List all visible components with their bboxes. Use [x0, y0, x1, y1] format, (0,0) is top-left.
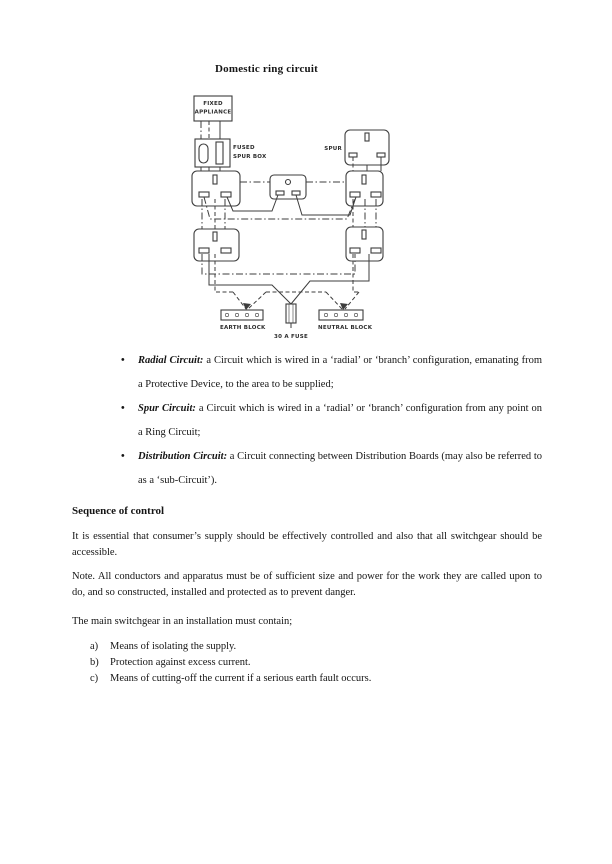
- spur-socket: [345, 130, 389, 165]
- definition-term: Distribution Circuit:: [138, 451, 228, 462]
- earth-block: [221, 310, 263, 320]
- document-title: Domestic ring circuit: [215, 63, 318, 75]
- switchgear-requirements-list: [90, 639, 542, 687]
- ring-circuit-diagram-svg: [187, 92, 392, 342]
- bullet-icon: •: [121, 355, 125, 366]
- list-item-text: Protection against excess current.: [110, 657, 251, 668]
- spur-box-capsule: [199, 144, 208, 163]
- definition-text: a Circuit connecting between Distribution Boards (may also be referred to as a ‘sub-Circuit’).: [138, 451, 543, 486]
- definition-item-radial: [121, 349, 542, 397]
- socket-outlet-row2-right: [346, 227, 383, 261]
- fixed-appliance-label-2: APPLIANCE: [194, 109, 232, 116]
- list-item: [90, 639, 542, 655]
- fixed-appliance-box: [194, 96, 232, 121]
- solid-wires: [209, 121, 381, 328]
- neutral-arrowhead: [340, 303, 348, 310]
- neutral-block: [319, 310, 363, 320]
- list-item: [90, 671, 542, 687]
- definition-term: Radial Circuit:: [138, 355, 204, 366]
- definition-text: a Circuit which is wired in a ‘radial’ or ‘branch’ configuration from any point on a Ring Circuit;: [138, 403, 542, 438]
- earth-block-label: EARTH BLOCK: [220, 325, 266, 331]
- fixed-appliance-label-1: FIXED: [203, 101, 223, 107]
- list-marker: a): [90, 641, 99, 652]
- ring-circuit-diagram: [187, 92, 392, 342]
- fused-spur-box: [195, 139, 230, 167]
- earth-arrowhead: [243, 303, 251, 310]
- spur-label: SPUR: [324, 146, 342, 152]
- fused-spur-label-2: SPUR BOX: [233, 154, 267, 160]
- definition-term: Spur Circuit:: [138, 403, 196, 414]
- bullet-icon: •: [121, 451, 125, 462]
- fuse-30a: [286, 304, 296, 323]
- paragraph-main-switchgear: The main switchgear in an installation must contain;: [72, 616, 293, 627]
- section-heading-sequence-of-control: Sequence of control: [72, 505, 165, 517]
- socket-outlet-row1-middle: [270, 175, 306, 199]
- spur-box-fuse: [216, 142, 223, 164]
- list-item: [90, 655, 542, 671]
- definition-item-distribution: [121, 445, 542, 493]
- list-item-text: Means of isolating the supply.: [110, 641, 237, 652]
- paragraph-note-conductors: Note. All conductors and apparatus must be of sufficient size and power for the work they are called upon to do, and so constructed, installed and protected as to prevent danger.: [72, 571, 542, 598]
- definition-item-spur: [121, 397, 542, 445]
- socket-outlet-row1-left: [192, 171, 240, 206]
- socket-outlet-row2-left: [194, 229, 239, 261]
- neutral-block-label: NEUTRAL BLOCK: [318, 325, 373, 331]
- definition-text: a Circuit which is wired in a ‘radial’ or ‘branch’ configuration, emanating from a Protective Device, to the area to be supplied;: [138, 355, 542, 390]
- list-marker: c): [90, 673, 99, 684]
- bullet-icon: •: [121, 403, 125, 414]
- list-marker: b): [90, 657, 99, 668]
- fuse-label: 30 A FUSE: [274, 334, 308, 340]
- paragraph-supply-control: It is essential that consumer’s supply should be effectively controlled and also that all switchgear should be accessible.: [72, 531, 542, 558]
- list-item-text: Means of cutting-off the current if a serious earth fault occurs.: [110, 673, 372, 684]
- definition-list: [121, 349, 542, 493]
- fused-spur-label-1: FUSED: [233, 145, 255, 151]
